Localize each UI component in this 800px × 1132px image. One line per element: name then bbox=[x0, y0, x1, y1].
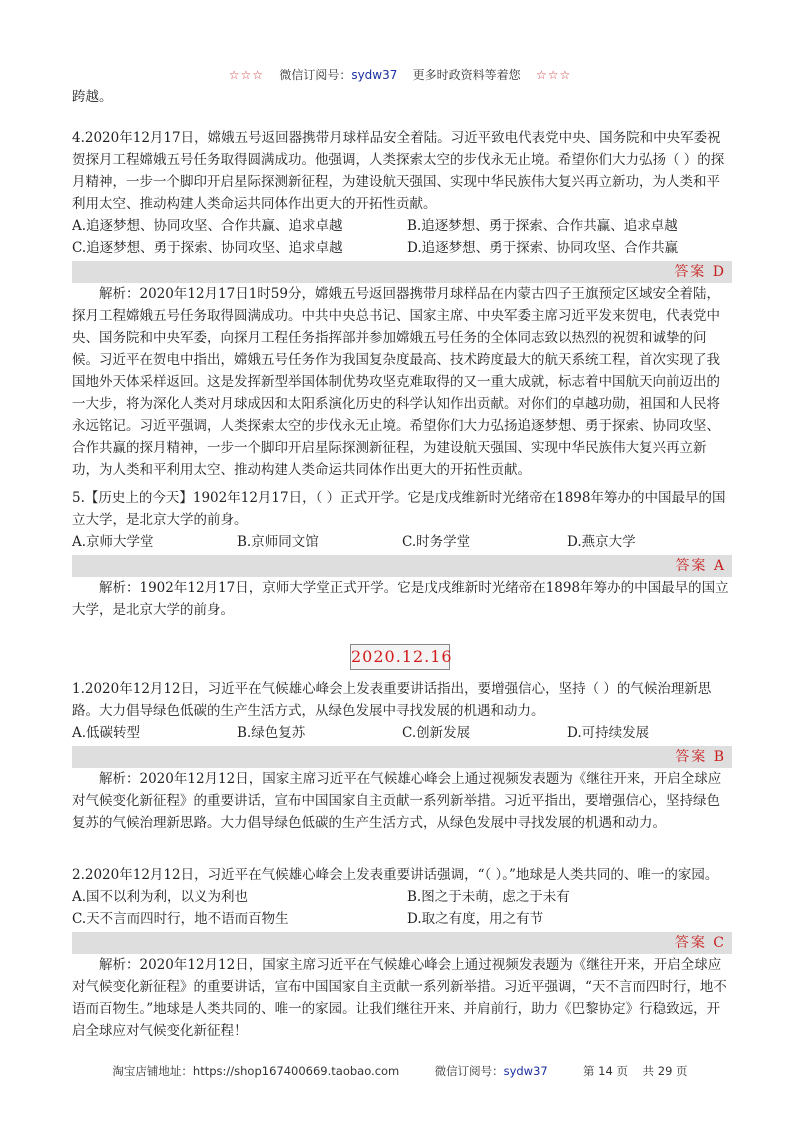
date-heading: 2020.12.16 bbox=[350, 644, 450, 670]
page-number: 第 14 页 bbox=[583, 1064, 628, 1078]
options bbox=[72, 886, 732, 930]
option-b: B.绿色复苏 bbox=[237, 725, 306, 741]
analysis-text: 解析：1902年12月17日，京师大学堂正式开学。它是戊戌维新时光绪帝在1898年筹办的中国最早的国立大学，是北京大学的前身。 bbox=[72, 580, 729, 618]
star-decoration-left: ☆☆☆ bbox=[228, 68, 265, 82]
option-a: A.京师大学堂 bbox=[72, 534, 154, 550]
question-stem: 1.2020年12月12日，习近平在气候雄心峰会上发表重要讲话指出，要增强信心，坚持（ ）的气候治理新思路。大力倡导绿色低碳的生产生活方式，从绿色发展中寻找发展的机遇和动力。 bbox=[72, 681, 712, 719]
question-5 bbox=[72, 487, 732, 621]
header-label: 微信订阅号： bbox=[279, 68, 352, 82]
header-slogan: 更多时政资料等着您 bbox=[412, 68, 521, 82]
option-c: C.时务学堂 bbox=[402, 534, 471, 550]
intro-fragment: 跨越。 bbox=[72, 89, 113, 105]
analysis-text: 解析：2020年12月12日，国家主席习近平在气候雄心峰会上通过视频发表题为《继往开来，开启全球应对气候变化新征程》的重要讲话，宣布中国国家自主贡献一系列新举措。习近平强调，“天不言而四时行，地不语而百物生。”地球是人类共同的、唯一的家园。让我们继往开来、并肩前行，助力《巴黎协定》行稳致远，开启全球应对气候变化新征程！ bbox=[72, 957, 727, 1039]
option-b: B.京师同文馆 bbox=[237, 534, 319, 550]
question-4 bbox=[72, 127, 732, 481]
footer-wx-account: sydw37 bbox=[503, 1064, 548, 1078]
shop-label: 淘宝店铺地址： bbox=[112, 1064, 193, 1078]
answer-label: 答案 C bbox=[674, 935, 726, 951]
answer-label: 答案 B bbox=[675, 749, 726, 765]
option-d: D.取之有度，用之有节 bbox=[407, 911, 544, 927]
analysis-text: 解析：2020年12月12日，国家主席习近平在气候雄心峰会上通过视频发表题为《继往开来，开启全球应对气候变化新征程》的重要讲话，宣布中国国家自主贡献一系列新举措。习近平指出，要增强信心，坚持绿色复苏的气候治理新思路。大力倡导绿色低碳的生产生活方式，从绿色发展中寻找发展的机遇和动力。 bbox=[72, 771, 722, 831]
question-2b bbox=[72, 864, 732, 1042]
option-c: C.创新发展 bbox=[402, 725, 471, 741]
answer-bar bbox=[72, 746, 732, 768]
question-1b bbox=[72, 678, 732, 834]
option-d: D.燕京大学 bbox=[567, 534, 636, 550]
answer-bar bbox=[72, 261, 732, 283]
option-d: D.追逐梦想、勇于探索、协同攻坚、合作共赢 bbox=[407, 240, 679, 256]
option-c: C.追逐梦想、勇于探索、协同攻坚、追求卓越 bbox=[72, 240, 343, 256]
options bbox=[72, 722, 732, 744]
answer-bar bbox=[72, 555, 732, 577]
options bbox=[72, 215, 732, 259]
page-header bbox=[0, 66, 800, 83]
question-stem: 2.2020年12月12日，习近平在气候雄心峰会上发表重要讲话强调，“（ ）。”地球是人类共同的、唯一的家园。 bbox=[72, 867, 719, 883]
option-d: D.可持续发展 bbox=[567, 725, 650, 741]
page-total: 共 29 页 bbox=[642, 1064, 688, 1078]
options bbox=[72, 531, 732, 553]
question-stem: 4.2020年12月17日，嫦娥五号返回器携带月球样品安全着陆。习近平致电代表党中央、国务院和中央军委祝贺探月工程嫦娥五号任务取得圆满成功。他强调，人类探索太空的步伐永无止境。希望你们大力弘扬（ ）的探月精神，一步一个脚印开启星际探测新征程，为建设航天强国、实现中华民族伟大复兴再立新功，为人类和平利用太空、推动构建人类命运共同体作出更大的开拓性贡献。 bbox=[72, 130, 725, 212]
option-a: A.追逐梦想、协同攻坚、合作共赢、追求卓越 bbox=[72, 218, 343, 234]
page-footer bbox=[0, 1063, 800, 1079]
header-account: sydw37 bbox=[351, 68, 398, 82]
star-decoration-right: ☆☆☆ bbox=[535, 68, 572, 82]
answer-bar bbox=[72, 932, 732, 954]
option-c: C.天不言而四时行，地不语而百物生 bbox=[72, 911, 289, 927]
section-top bbox=[72, 86, 732, 108]
shop-url[interactable]: https://shop167400669.taobao.com bbox=[192, 1064, 400, 1078]
question-stem: 5.【历史上的今天】1902年12月17日，（ ）正式开学。它是戊戌维新时光绪帝在1898年筹办的中国最早的国立大学，是北京大学的前身。 bbox=[72, 490, 726, 528]
option-a: A.低碳转型 bbox=[72, 725, 141, 741]
footer-wx-label: 微信订阅号： bbox=[434, 1064, 504, 1078]
answer-label: 答案 D bbox=[674, 264, 726, 280]
analysis-text: 解析：2020年12月17日1时59分，嫦娥五号返回器携带月球样品在内蒙古四子王旗预定区域安全着陆，探月工程嫦娥五号任务取得圆满成功。中共中央总书记、国家主席、中央军委主席习近平发来贺电，代表党中央、国务院和中央军委，向探月工程任务指挥部并参加嫦娥五号任务的全体同志致以热烈的祝贺和诚挚的问候。习近平在贺电中指出，嫦娥五号任务作为我国复杂度最高、技术跨度最大的航天系统工程，首次实现了我国地外天体采样返回。这是发挥新型举国体制优势攻坚克难取得的又一重大成就，标志着中国航天向前迈出的一大步，将为深化人类对月球成因和太阳系演化历史的科学认知作出贡献。对你们的卓越功勋，祖国和人民将永远铭记。习近平强调，人类探索太空的步伐永无止境。希望你们大力弘扬追逐梦想、勇于探索、协同攻坚、合作共赢的探月精神，一步一个脚印开启星际探测新征程，为建设航天强国、实现中华民族伟大复兴再立新功，为人类和平利用太空、推动构建人类命运共同体作出更大的开拓性贡献。 bbox=[72, 286, 720, 478]
option-b: B.追逐梦想、勇于探索、合作共赢、追求卓越 bbox=[407, 218, 678, 234]
answer-label: 答案 A bbox=[675, 558, 726, 574]
option-a: A.国不以利为利，以义为利也 bbox=[72, 889, 249, 905]
option-b: B.图之于未萌，虑之于未有 bbox=[407, 889, 570, 905]
